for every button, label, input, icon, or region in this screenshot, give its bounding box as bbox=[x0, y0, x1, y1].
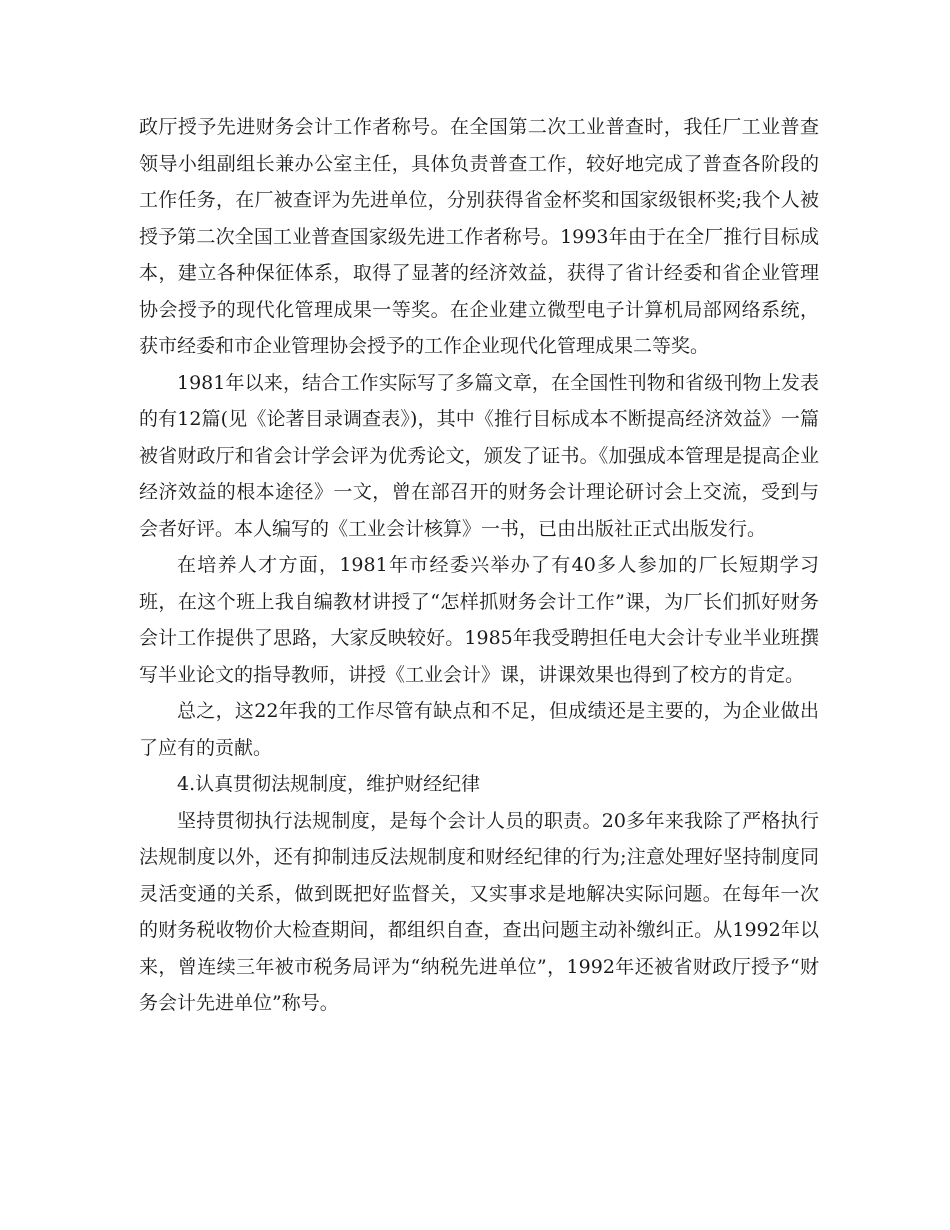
document-body bbox=[139, 109, 819, 1022]
paragraph-publications: 1981年以来，结合工作实际写了多篇文章，在全国性刊物和省级刊物上发表的有12篇(见《论著目录调查表》)，其中《推行目标成本不断提高经济效益》一篇被省财政厅和省会计学会评为优秀论文，颁发了证书。《加强成本管理是提高企业经济效益的根本途径》一文，曾在部召开的财务会计理论研讨会上交流，受到与会者好评。本人编写的《工业会计核算》一书，已由出版社正式出版发行。 bbox=[139, 371, 819, 540]
paragraph-awards: 政厅授予先进财务会计工作者称号。在全国第二次工业普查时，我任厂工业普查领导小组副组长兼办公室主任，具体负责普查工作，较好地完成了普查各阶段的工作任务，在厂被查评为先进单位，分别获得省金杯奖和国家级银杯奖;我个人被授予第二次全国工业普查国家级先进工作者称号。1993年由于在全厂推行目标成本，建立各种保征体系，取得了显著的经济效益，获得了省计经委和省企业管理协会授予的现代化管理成果一等奖。在企业建立微型电子计算机局部网络系统，获市经委和市企业管理协会授予的工作企业现代化管理成果二等奖。 bbox=[139, 116, 819, 357]
paragraph-regulations: 坚持贯彻执行法规制度，是每个会计人员的职责。20多年来我除了严格执行法规制度以外，还有抑制违反法规制度和财经纪律的行为;注意处理好坚持制度同灵活变通的关系，做到既把好监督关，又实事求是地解决实际问题。在每年一次的财务税收物价大检查期间，都组织自查，查出问题主动补缴纠正。从1992年以来，曾连续三年被市税务局评为“纳税先进单位”，1992年还被省财政厅授予“财务会计先进单位”称号。 bbox=[139, 809, 819, 1014]
paragraph-training: 在培养人才方面，1981年市经委兴举办了有40多人参加的厂长短期学习班，在这个班上我自编教材讲授了“怎样抓财务会计工作”课，为厂长们抓好财务会计工作提供了思路，大家反映较好。1985年我受聘担任电大会计专业半业班撰写半业论文的指导教师，讲授《工业会计》课，讲课效果也得到了校方的肯定。 bbox=[139, 554, 819, 686]
paragraph-summary: 总之，这22年我的工作尽管有缺点和不足，但成绩还是主要的，为企业做出了应有的贡献。 bbox=[139, 700, 819, 759]
section-heading: 4.认真贯彻法规制度，维护财经纪律 bbox=[177, 773, 481, 795]
